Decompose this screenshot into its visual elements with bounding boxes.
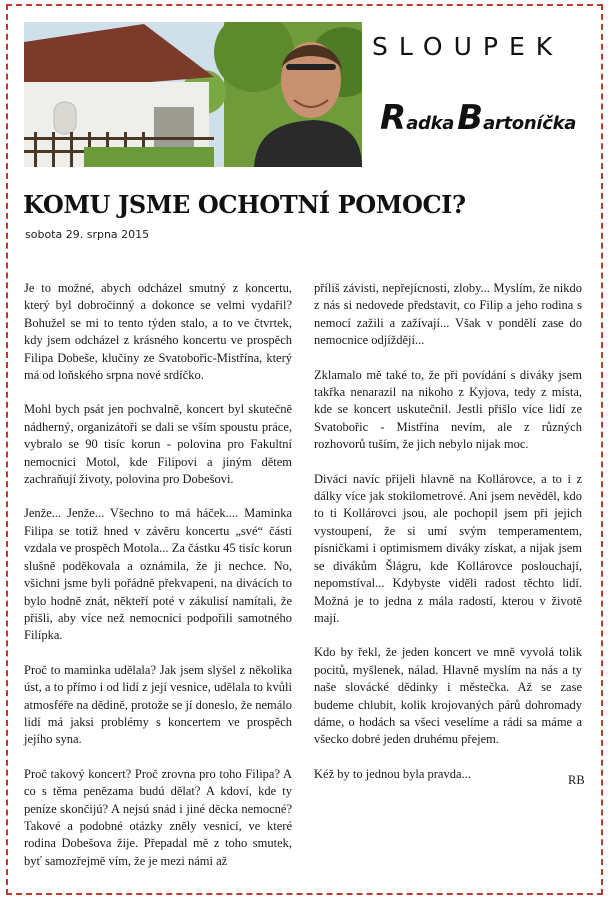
author-name	[380, 98, 576, 138]
paragraph: Jenže... Jenže... Všechno to má háček.... Maminka Filipa se totiž hned v závěru koncertu „své“ části vzdala ve prospěch Motola... Za částku 45 tisíc korun slušně poděkovala a oznámila, že ji nechce. No, všichni jsme byli pořádně překvapeni, na divácích to bylo hodně znát, někteří poté v zákulisí namítali, že přišli, aby více než nemocnici podpořili samotného Filípka.	[24, 506, 292, 643]
paragraph: Proč to maminka udělala? Jak jsem slyšel z několika úst, a to přímo i od lidí z její vesnice, udělala to kvůli atmosféře na dědině, protože se jí doneslo, že nemálo lidí má jaksi problémy s koncertem ve prospěch jejího syna.	[24, 662, 292, 747]
paragraph: příliš závisti, nepřejícnosti, zloby... Myslím, že nikdo z nás si nedovede představit, co Filip a jeho rodina s nemocí zažili a zažívají... Však v pondělí zase do nemocnice odjíždějí...	[314, 281, 582, 348]
author-last-initial: B	[457, 98, 484, 138]
article-date: sobota 29. srpna 2015	[25, 228, 150, 241]
author-photo	[24, 22, 362, 167]
author-last-rest: artoníčka	[483, 113, 577, 134]
author-signature: RB	[568, 773, 585, 787]
author-first-rest: adka	[406, 113, 455, 134]
author-first-initial: R	[380, 98, 407, 138]
paragraph: Mohl bych psát jen pochvalně, koncert byl skutečně nádherný, organizátoři se dali se vším spoustu práce, vybralo se 90 tisíc korun - polovina pro Fakultní nemocnici Motol, kde Filipovi a jiným dětem zachraňují životy, polovina pro Dobešovi.	[24, 402, 292, 487]
paragraph: Kéž by to jednou byla pravda...	[314, 766, 471, 781]
paragraph: Zklamalo mě také to, že při povídání s diváky jsem takřka nenarazil na nikoho z Kyjova, tedy z místa, kde se koncert uskutečnil. Jestli přišlo více lidí ze Svatobořic - Mistřína nevím, ale z různých rozhovorů tuším, že jich nebylo nijak moc.	[314, 367, 582, 452]
paragraph: Je to možné, abych odcházel smutný z koncertu, který byl dobročinný a dokonce se velmi vydařil? Bohužel se mi to tento týden stalo, a to ve čtvrtek, kdy jsem odcházel z krásného koncertu ve prospěch Filipa Dobeše, klučiny ze Svatobořic-Mistřína, který má od loňského srpna nové srdíčko.	[24, 281, 292, 383]
column-label: SLOUPEK	[372, 32, 564, 61]
article-title: KOMU JSME OCHOTNÍ POMOCI?	[23, 190, 466, 219]
left-column	[24, 280, 292, 887]
paragraph: Kdo by řekl, že jeden koncert ve mně vyvolá tolik pocitů, myšlenek, nálad. Hlavně myslím na nás a ty naše slovácké dědinky i městečka. Až se zase budeme chlubit, kolik krojovaných párů dohromady dáme, o hodách sa všeci veselíme a rádi sa máme a všecko dobré jeden druhému přejem.	[314, 645, 582, 747]
paragraph: Diváci navíc přijeli hlavně na Kollárovce, a to i z dálky více jak stokilometrové. Ani jsem nevěděl, kdo to ti Kollárovci jsou, ale pochopil jsem při jejich vystoupení, že si umí svým temperamentem, písničkami i optimismem diváky získat, a nijak jsem se divákům Šlágru, kde Kollárovce poslouchají, nepomstíval... Kdybyste viděli radost těchto lidí. Možná je to jedna z mála radostí, kterou v životě mají.	[314, 471, 582, 625]
right-column	[314, 280, 582, 800]
paragraph: Proč takový koncert? Proč zrovna pro toho Filipa? A co s těma penězama budú dělat? A kdoví, kde ty peníze skončijú? A nejsú snád i jiné děcka nemocné? Takové a podobné otázky zněly vesnicí, ve které rodina Dobešova žije. Přepadal mě z toho smutek, byť samozřejmě vím, že je mezi námi až	[24, 766, 292, 868]
